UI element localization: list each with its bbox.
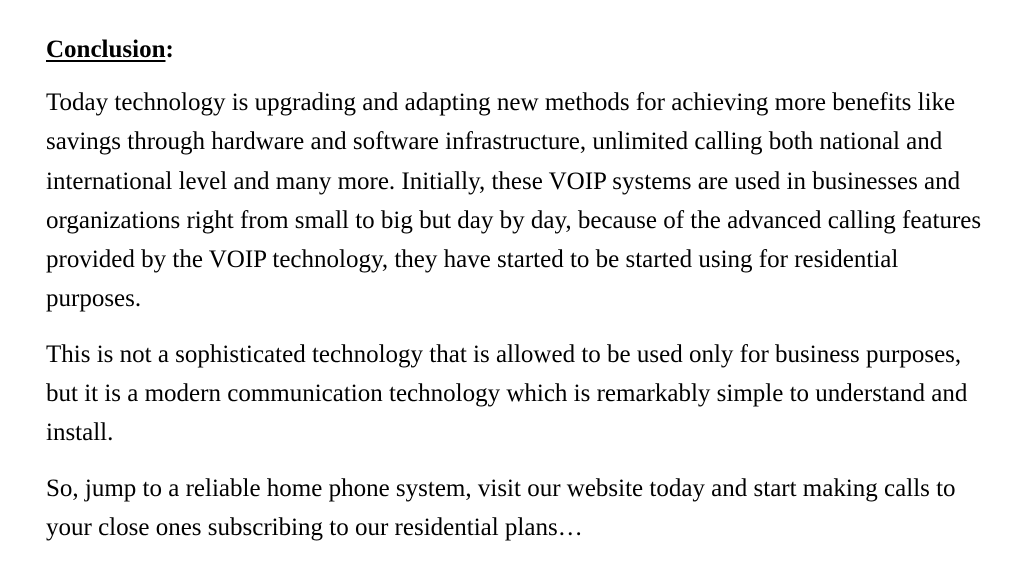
paragraph-technology-upgrade: Today technology is upgrading and adapting new methods for achieving more benefits like savings through hardware and software infrastructure, unlimited calling both national and international level and many more. Initially, these VOIP systems are used in businesses and organizations right from small to big but day by day, because of the advanced calling features provided by the VOIP technology, they have started to be started using for residential purposes. <box>46 89 982 313</box>
section-heading-text: Conclusion <box>46 36 166 63</box>
section-heading-colon: : <box>165 36 174 63</box>
section-heading <box>46 30 986 69</box>
document-page <box>46 30 986 547</box>
paragraph-call-to-action: So, jump to a reliable home phone system, visit our website today and start making calls to your close ones subscribing to our residential plans… <box>46 474 956 541</box>
paragraph-modern-communication: This is not a sophisticated technology that is allowed to be used only for business purposes, but it is a modern communication technology which is remarkably simple to understand and install. <box>46 340 968 447</box>
